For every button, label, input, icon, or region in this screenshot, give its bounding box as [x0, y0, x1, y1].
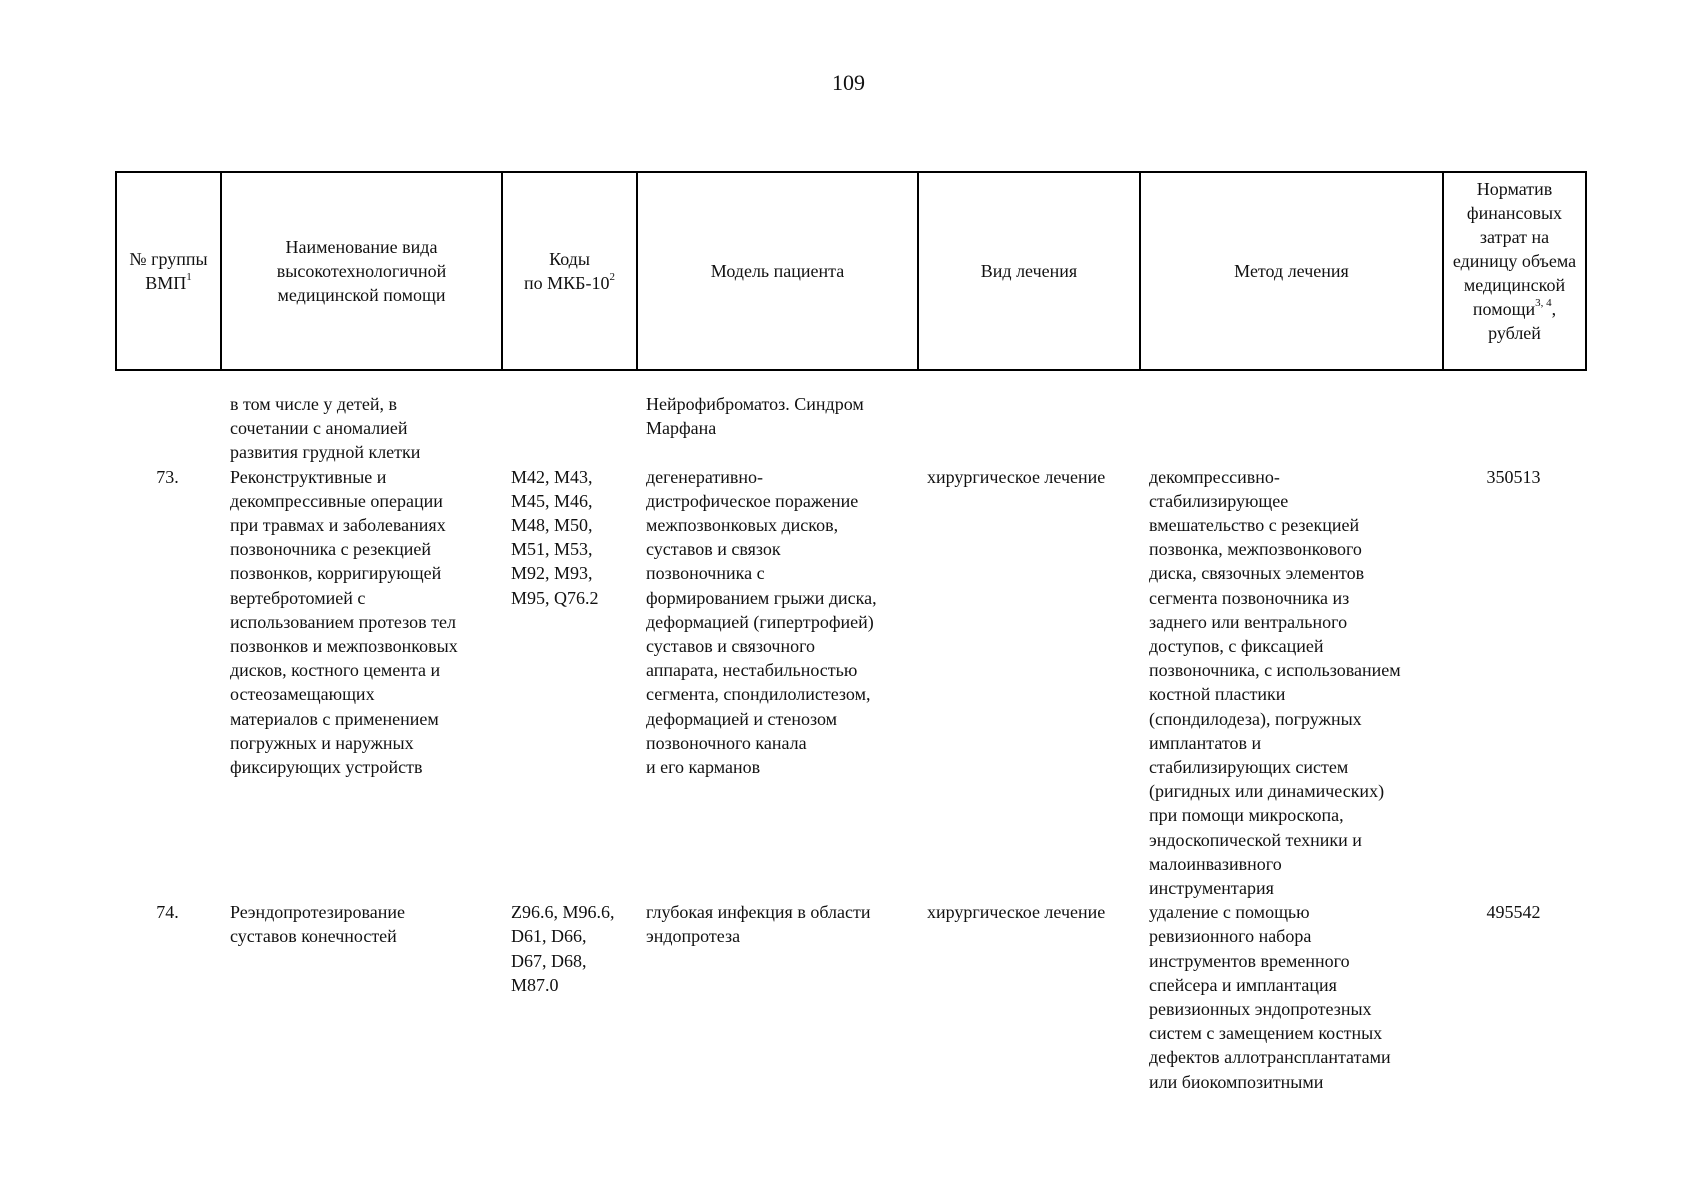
table-row [115, 465, 1585, 901]
header-treatment-type: Вид лечения [918, 172, 1140, 370]
cell-model: дегенеративно- дистрофическое поражение межпозвонковых дисков, суставов и связок позвоночника с формированием грыжи диска, деформацией (гипертрофией) суставов и связочного аппарата, нестабильностью сегмента, спондилолистезом, деформацией и стенозом позвоночного канала и его карманов [646, 466, 877, 778]
header-group-no: № группы ВМП$^1$ [116, 172, 221, 370]
cell-name: Реэндопротезирование суставов конечностей [230, 902, 405, 947]
cell-treatment: хирургическое лечение [927, 902, 1106, 923]
cell-num: 74. [156, 902, 179, 923]
cell-price: 495542 [1486, 902, 1541, 923]
header-codes: Коды по МКБ-$10^2$ [502, 172, 637, 370]
cell-method: удаление с помощью ревизионного набора инструментов временного спейсера и имплантация ревизионных эндопротезных систем с замещением костных дефектов аллотрансплантатами или биокомпозитными [1149, 902, 1391, 1092]
cell-num: 73. [156, 466, 179, 487]
header-method: Метод лечения [1140, 172, 1443, 370]
table-header [115, 171, 1587, 371]
cell-codes: Z96.6, M96.6, D61, D66, D67, D68, M87.0 [511, 902, 615, 995]
table-row [115, 900, 1585, 1094]
cell-model: Нейрофиброматоз. Синдром Марфана [646, 394, 864, 439]
header-model: Модель пациента [637, 172, 918, 370]
cell-model: глубокая инфекция в области эндопротеза [646, 902, 871, 947]
cell-treatment: хирургическое лечение [927, 466, 1106, 487]
header-norm: Норматив финансовых затрат на единицу объема медицинской помощи$^{3, 4}$, рублей [1443, 172, 1586, 370]
table-body [115, 392, 1585, 1094]
table-row-continuation [115, 392, 1585, 465]
header-name: Наименование вида высокотехнологичной медицинской помощи [221, 172, 502, 370]
cell-method: декомпрессивно- стабилизирующее вмешательство с резекцией позвонка, межпозвонкового диска, связочных элементов сегмента позвоночника из заднего или вентрального доступов, с фиксацией позвоночника, с использованием костной пластики (спондилодеза), погружных имплантатов и стабилизирующих систем (ригидных или динамических) при помощи микроскопа, эндоскопической техники и малоинвазивного инструментария [1149, 466, 1401, 899]
cell-codes: M42, M43, M45, M46, M48, M50, M51, M53, M92, M93, M95, Q76.2 [511, 466, 599, 608]
cell-price: 350513 [1486, 466, 1541, 487]
page-number: 109 [832, 70, 865, 95]
cell-name: Реконструктивные и декомпрессивные операции при травмах и заболеваниях позвоночника с резекцией позвонков, корригирующей вертебротомией с использованием протезов тел позвонков и межпозвонковых дисков, костного цемента и остеозамещающих материалов с применением погружных и наружных фиксирующих устройств [230, 466, 458, 778]
cell-name: в том числе у детей, в сочетании с аномалией развития грудной клетки [230, 394, 421, 463]
